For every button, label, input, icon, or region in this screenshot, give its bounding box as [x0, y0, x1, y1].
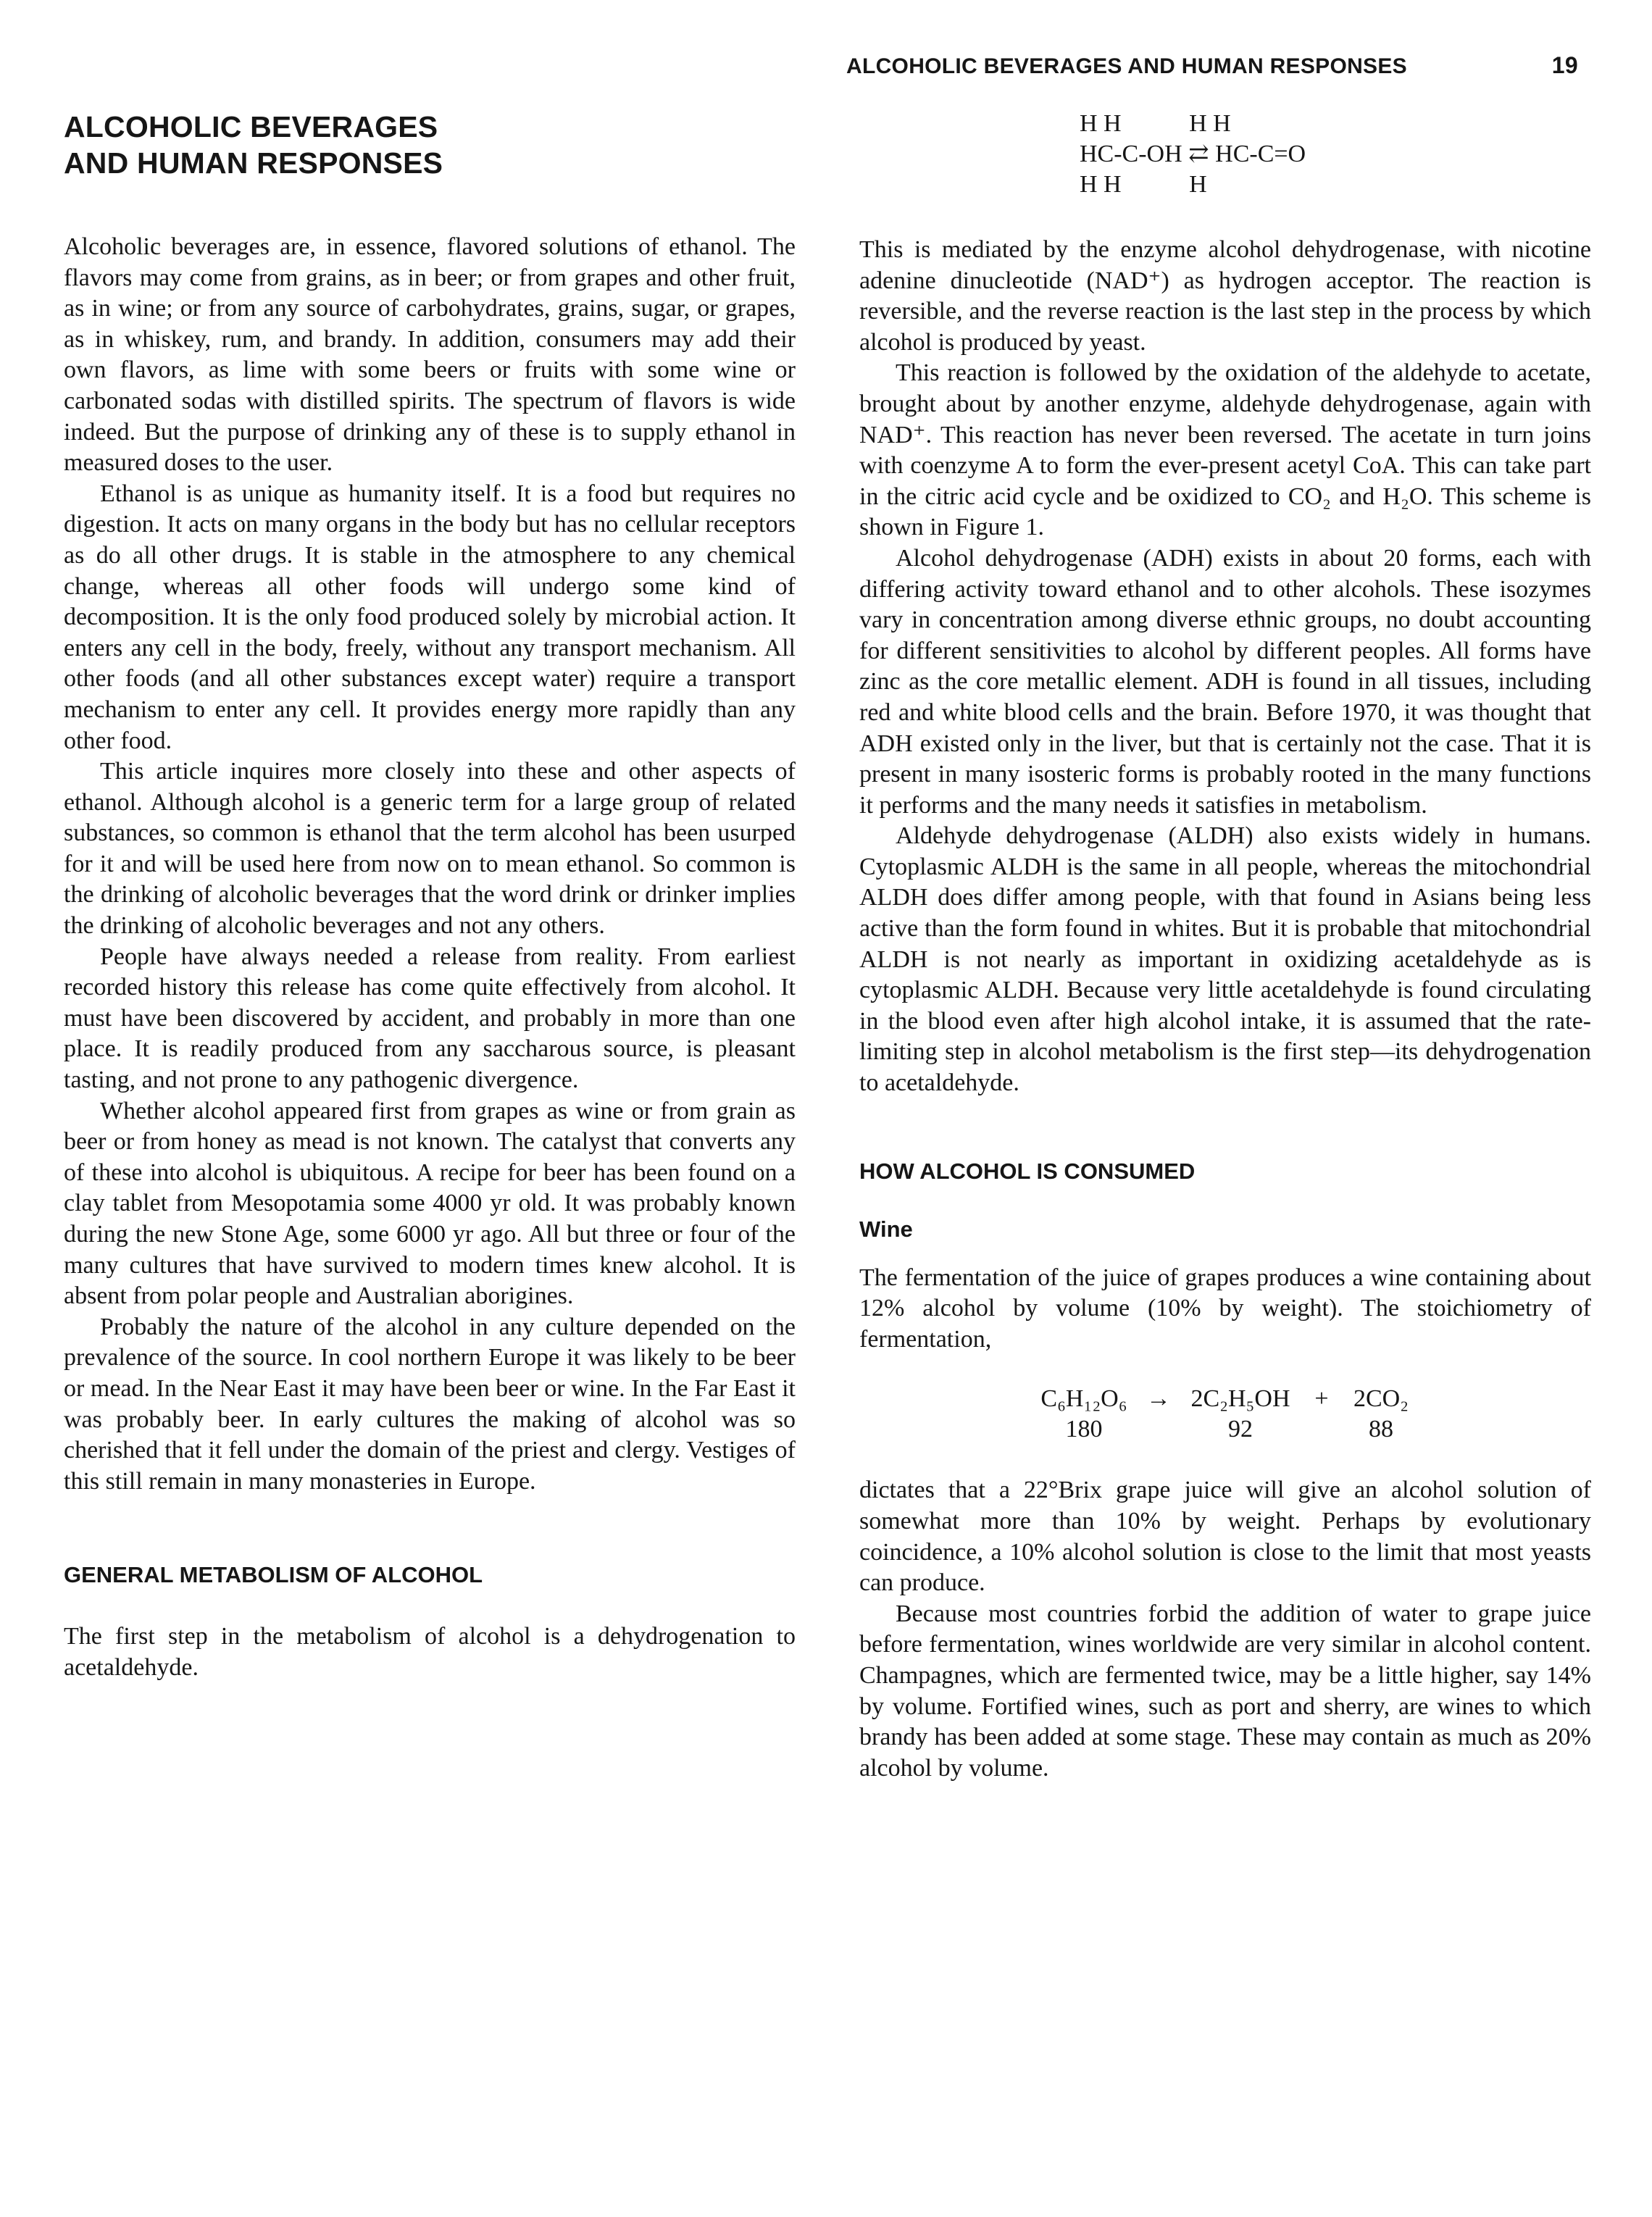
reaction-line-3: H H H — [1080, 171, 1207, 198]
article-title-line-2: AND HUMAN RESPONSES — [64, 146, 443, 180]
paragraph: Aldehyde dehydrogenase (ALDH) also exists widely in humans. Cytoplasmic ALDH is the same in all people, whereas the mitochondrial ALDH does differ among people, with that found in Asians being less active than the form found in whites. But it is probable that mitochondrial ALDH is not nearly as important in oxidizing acetaldehyde as is cytoplasmic ALDH. Because very little acetaldehyde is found circulating in the blood even after high alcohol intake, it is assumed that the rate-limiting step in alcohol metabolism is the first step—its dehydrogenation to acetaldehyde. — [859, 822, 1591, 1097]
equation-plus: + — [1314, 1385, 1329, 1413]
paragraph: This reaction is followed by the oxidation of the aldehyde to acetate, brought about by another enzyme, aldehyde dehydrogenase, again with NAD⁺. This reaction has never been reversed. The acetate in turn joins with coenzyme A to form the ever-present acetyl CoA. This can take part in the citric acid cycle and be oxidized to CO₂ and H₂O. This scheme is shown in Figure 1. — [859, 359, 1591, 541]
left-column — [64, 109, 796, 1684]
paragraph: People have always needed a release from reality. From earliest recorded history this release has come quite effectively from alcohol. It must have been discovered by accident, and probably in more than one place. It is readily produced from any saccharous source, is pleasant tasting, and not prone to any pathogenic divergence. — [64, 943, 796, 1094]
paragraph: Alcoholic beverages are, in essence, flavored solutions of ethanol. The flavors may come from grains, as in beer; or from grapes and other fruit, as in wine; or from any source of carbohydrates, grains, sugar, or grapes, as in whiskey, rum, and brandy. In addition, consumers may add their own flavors, as lime with some beers or fruits with some wine or carbonated sodas with distilled spirits. The spectrum of flavors is wide indeed. But the purpose of drinking any of these is to supply ethanol in measured doses to the user. — [64, 233, 796, 477]
equation-product-ethanol: 2C₂H₅OH — [1190, 1385, 1290, 1413]
article-title — [64, 109, 796, 181]
paragraph: This is mediated by the enzyme alcohol dehydrogenase, with nicotine adenine dinucleotide (NAD⁺) as hydrogen acceptor. The reaction is reversible, and the reverse reaction is the last step in the process by which alcohol is produced by yeast. — [859, 236, 1591, 356]
fermentation-equation — [859, 1384, 1591, 1445]
reaction-line-1: H H H H — [1080, 110, 1231, 137]
paragraph: Alcohol dehydrogenase (ADH) exists in about 20 forms, each with differing activity toward ethanol and to other alcohols. These isozymes vary in concentration among diverse ethnic groups, no doubt accounting for different sensitivities to alcohol by different peoples. All forms have zinc as the core metallic element. ADH is found in all tissues, including red and white blood cells and the brain. Before 1970, it was thought that ADH existed only in the liver, but that is certainly not the case. That it is present in many isosteric forms is probably rooted in the many functions it performs and the many needs it satisfies in metabolism. — [859, 544, 1591, 819]
equation-arrow: → — [1146, 1385, 1171, 1413]
equation-mass-ethanol: 92 — [1228, 1416, 1253, 1443]
equation-reactant: C₆H₁₂O₆ — [1040, 1385, 1127, 1413]
paragraph: This article inquires more closely into these and other aspects of ethanol. Although alcohol is a generic term for a large group of related substances, so common is ethanol that the term alcohol has been usurped for it and will be used here from now on to mean ethanol. So common is the drinking of alcoholic beverages that the word drink or drinker implies the drinking of alcoholic beverages and not any others. — [64, 758, 796, 940]
section-heading-consumption: HOW ALCOHOL IS CONSUMED — [859, 1158, 1196, 1184]
running-head — [846, 52, 1578, 79]
paragraph: dictates that a 22°Brix grape juice will give an alcohol solution of somewhat more than 10% by weight. Perhaps by evolutionary coincidence, a 10% alcohol solution is close to the limit that most yeasts can produce. — [859, 1477, 1591, 1597]
paragraph: Ethanol is as unique as humanity itself. It is a food but requires no digestion. It acts on many organs in the body but has no cellular receptors as do all other drugs. It is stable in the atmosphere to any chemical change, whereas all other foods will undergo some kind of decomposition. It is the only food produced solely by microbial action. It enters any cell in the body, freely, without any transport mechanism. All other foods (and all other substances except water) require a transport mechanism to enter any cell. It provides energy more rapidly than any other food. — [64, 480, 796, 754]
paragraph: The first step in the metabolism of alcohol is a dehydrogenation to acetaldehyde. — [64, 1623, 796, 1681]
equation-mass-reactant: 180 — [1065, 1416, 1103, 1443]
dehydrogenation-reaction — [859, 109, 1591, 200]
article-title-line-1: ALCOHOLIC BEVERAGES — [64, 110, 438, 143]
paragraph: The fermentation of the juice of grapes produces a wine containing about 12% alcohol by volume (10% by weight). The stoichiometry of fermentation, — [859, 1264, 1591, 1353]
paragraph: Because most countries forbid the addition of water to grape juice before fermentation, wines worldwide are very similar in alcohol content. Champagnes, which are fermented twice, may be a little higher, say 14% by volume. Fortified wines, such as port and sherry, are wines to which brandy has been added at some stage. These may contain as much as 20% alcohol by volume. — [859, 1600, 1591, 1782]
page-number: 19 — [1551, 52, 1578, 78]
paragraph: Whether alcohol appeared first from grapes as wine or from grain as beer or from honey as mead is not known. The catalyst that converts any of these into alcohol is ubiquitous. A recipe for beer has been found on a clay tablet from Mesopotamia some 4000 yr old. It was probably known during the new Stone Age, some 6000 yr ago. All but three or four of the many cultures that have survived to modern times knew alcohol. It is absent from polar people and Australian aborigines. — [64, 1097, 796, 1310]
equation-mass-co2: 88 — [1369, 1416, 1393, 1443]
reaction-line-2: HC-C-OH ⇄ HC-C=O — [1080, 141, 1306, 167]
running-head-title: ALCOHOLIC BEVERAGES AND HUMAN RESPONSES — [846, 54, 1407, 78]
subheading-wine: Wine — [859, 1216, 913, 1242]
section-heading-metabolism: GENERAL METABOLISM OF ALCOHOL — [64, 1562, 483, 1588]
right-column — [859, 109, 1591, 1784]
equation-product-co2: 2CO₂ — [1353, 1385, 1409, 1413]
paragraph: Probably the nature of the alcohol in any culture depended on the prevalence of the source. In cool northern Europe it was likely to be beer or mead. In the Near East it may have been beer or wine. In the Far East it was probably beer. In early cultures the making of alcohol was so cherished that it fell under the domain of the priest and clergy. Vestiges of this still remain in many monasteries in Europe. — [64, 1313, 796, 1495]
